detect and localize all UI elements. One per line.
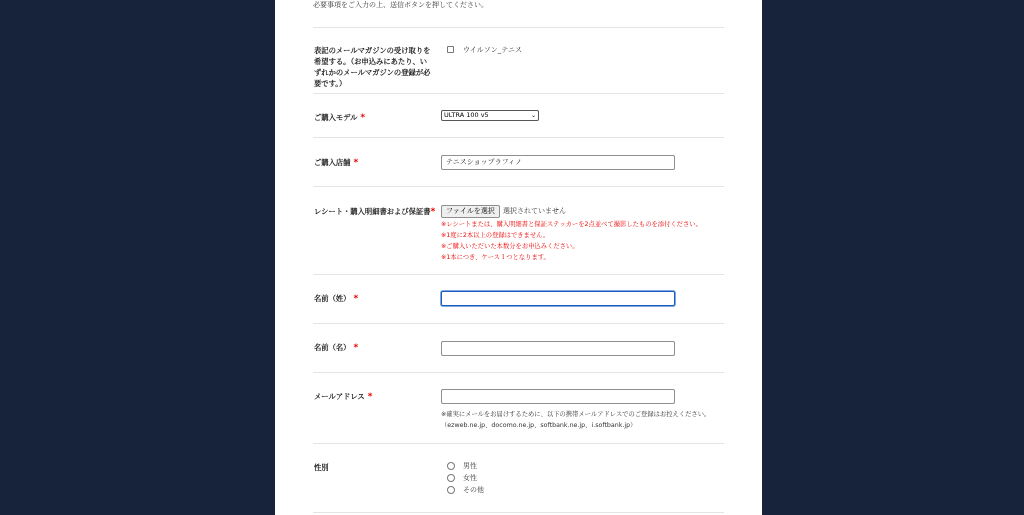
gender-radio-male[interactable]	[447, 462, 455, 470]
receipt-note: ※ご購入いただいた本数分をお申込みください。	[441, 243, 579, 250]
gender-radio-female[interactable]	[447, 474, 455, 482]
divider	[313, 274, 724, 275]
intro-text: 必要事項をご入力の上、送信ボタンを押してください。	[313, 1, 488, 9]
gender-option-label: 女性	[463, 474, 477, 482]
email-input[interactable]	[441, 389, 675, 404]
receipt-note: ※1度に2本以上の登録はできません。	[441, 232, 550, 239]
divider	[313, 137, 724, 138]
required-mark: *	[353, 158, 359, 168]
email-hint-domains: （ezweb.ne.jp、docomo.ne.jp、softbank.ne.jp、i.softbank.jp）	[441, 422, 637, 429]
email-label: メールアドレス *	[314, 392, 373, 402]
first-name-input[interactable]	[441, 341, 675, 356]
model-label: ご購入モデル *	[314, 113, 366, 123]
divider	[313, 323, 724, 324]
store-label: ご購入店舗 *	[314, 158, 359, 168]
receipt-note: ※レシートまたは、購入明細書と保証ステッカーを2点並べて撮影したものを添付ください。	[441, 221, 702, 228]
gender-radio-other[interactable]	[447, 486, 455, 494]
gender-option-label: 男性	[463, 462, 477, 470]
divider	[313, 512, 724, 513]
newsletter-checkbox[interactable]	[447, 46, 454, 53]
gender-option-label: その他	[463, 486, 484, 494]
divider	[313, 93, 724, 94]
receipt-note: ※1本につき、ケース１つとなります。	[441, 254, 550, 261]
receipt-label: レシート・購入明細書および保証書*	[314, 207, 436, 217]
model-select[interactable]	[441, 110, 539, 121]
divider	[313, 27, 724, 28]
required-mark: *	[367, 392, 373, 402]
file-status-text: 選択されていません	[503, 207, 566, 215]
store-input[interactable]: テニスショップラフィノ	[441, 155, 675, 170]
divider	[313, 186, 724, 187]
model-select-value: ULTRA 100 v5	[444, 111, 489, 119]
first-name-label: 名前（名） *	[314, 343, 359, 353]
newsletter-option-label: ウイルソン_テニス	[463, 46, 523, 54]
divider	[313, 372, 724, 373]
required-mark: *	[353, 343, 359, 353]
divider	[313, 443, 724, 444]
chevron-down-icon: ⌄	[530, 112, 536, 119]
required-mark: *	[360, 113, 366, 123]
last-name-input[interactable]	[441, 291, 675, 306]
required-mark: *	[430, 207, 436, 217]
last-name-label: 名前（姓） *	[314, 294, 359, 304]
gender-label: 性別	[314, 463, 329, 472]
email-hint: ※確実にメールをお届けするために、以下の携帯メールアドレスでのご登録はお控えください。	[441, 411, 711, 418]
file-select-button[interactable]: ファイルを選択	[441, 205, 500, 218]
newsletter-label: 表記のメールマガジンの受け取りを希望する。（お申込みにあたり、いずれかのメールマガジンの登録が必要です。）	[314, 46, 431, 88]
required-mark: *	[353, 294, 359, 304]
